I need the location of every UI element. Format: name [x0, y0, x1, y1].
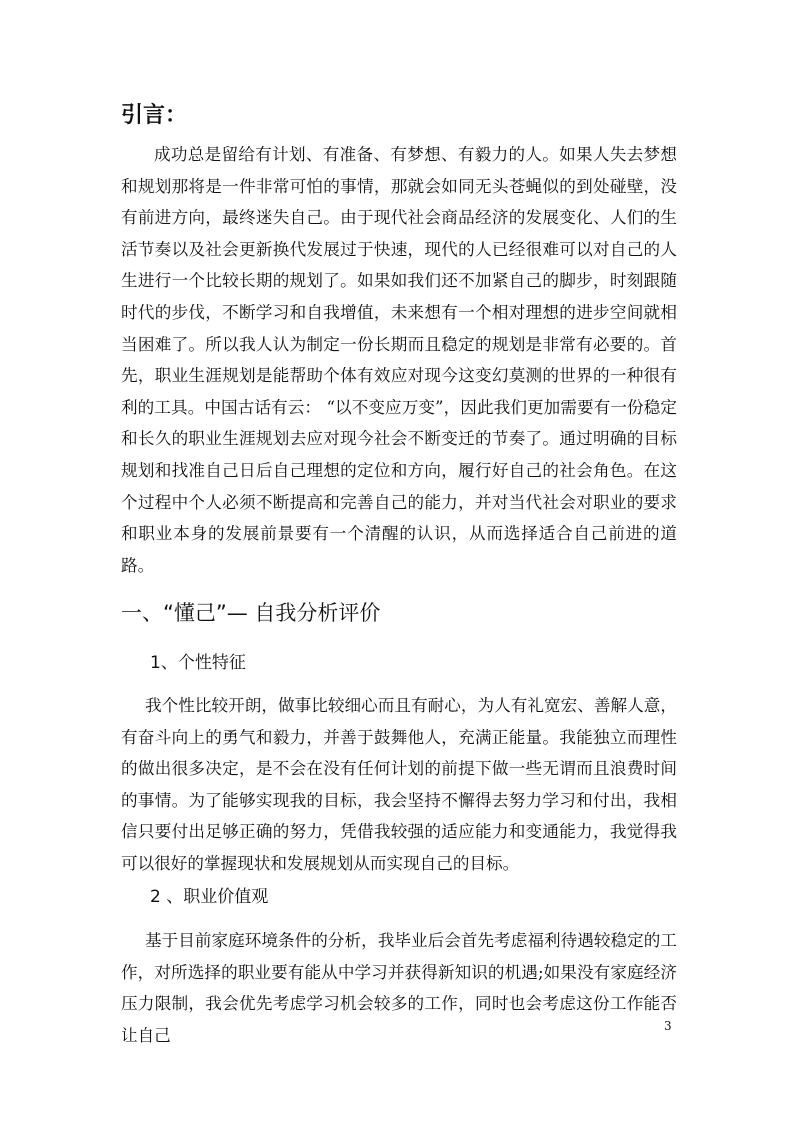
intro-paragraph: 成功总是留给有计划、有准备、有梦想、有毅力的人。如果人失去梦想和规划那将是一件非常可怕的事情，那就会如同无头苍蝇似的到处碰壁，没有前进方向，最终迷失自己。由于现代社会商品经济的发展变化、人们的生活节奏以及社会更新换代发展过于快速，现代的人已经很难可以对自己的人生进行一个比较长期的规划了。如果如我们还不加紧自己的脚步，时刻跟随时代的步伐，不断学习和自我增值，未来想有一个相对理想的进步空间就相当困难了。所以我人认为制定一份长期而且稳定的规划是非常有必要的。首先，职业生涯规划是能帮助个体有效应对现今这变幻莫测的世界的一种很有利的工具。中国古话有云： “以不变应万变”，因此我们更加需要有一份稳定和长久的职业生涯规划去应对现今社会不断变迁的节奏了。通过明确的目标规划和找准自己日后自己理想的定位和方向，履行好自己的社会角色。在这个过程中个人必须不断提高和完善自己的能力，并对当代社会对职业的要求和职业本身的发展前景要有一个清醒的认识，从而选择适合自己前进的道路。	[121, 145, 677, 575]
subsection-heading-personality: 1、个性特征	[150, 653, 246, 673]
page-number: 3	[664, 1019, 672, 1033]
personality-paragraph: 我个性比较开朗，做事比较细心而且有耐心，为人有礼宽宏、善解人意，有奋斗向上的勇气和毅力，并善于鼓舞他人，充满正能量。我能独立而理性的做出很多决定，是不会在没有任何计划的前提下做一些无谓而且浪费时间的事情。为了能够实现我的目标，我会坚持不懈得去努力学习和付出，我相信只要付出足够正确的努力，凭借我较强的适应能力和变通能力，我觉得我可以很好的掌握现状和发展规划从而实现自己的目标。	[121, 696, 677, 873]
subsection-heading-career-values: 2 、职业价值观	[150, 887, 269, 907]
career-values-paragraph: 基于目前家庭环境条件的分析，我毕业后会首先考虑福利待遇较稳定的工作，对所选择的职业要有能从中学习并获得新知识的机遇;如果没有家庭经济压力限制，我会优先考虑学习机会较多的工作，同时也会考虑这份工作能否让自己	[121, 931, 677, 1045]
section-heading: 一、“懂己”— 自我分析评价	[121, 601, 381, 625]
intro-heading: 引言：	[121, 103, 188, 128]
